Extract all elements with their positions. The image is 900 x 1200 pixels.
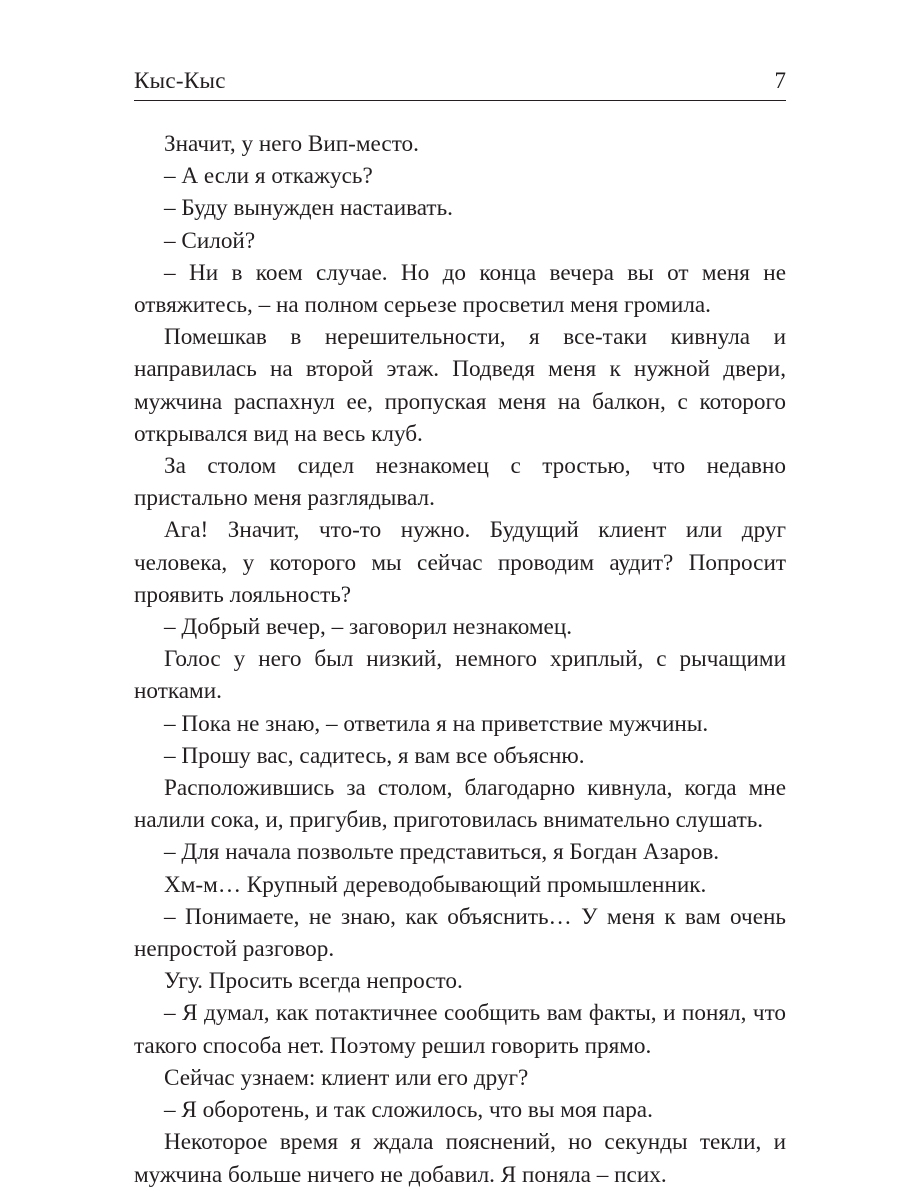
paragraph: Ага! Значит, что-то нужно. Будущий клиент или друг человека, у которого мы сейчас проводим аудит? Попросит проявить лояльность? <box>134 517 786 608</box>
page-number: 7 <box>774 68 786 93</box>
paragraph: – Добрый вечер, – заговорил незнакомец. <box>164 614 573 641</box>
paragraph: – Я думал, как потактичнее сообщить вам факты, и понял, что такого способа нет. Поэтому решил говорить прямо. <box>134 1000 786 1059</box>
paragraph: Значит, у него Вип-место. <box>164 131 419 157</box>
paragraph: Расположившись за столом, благодарно кивнула, когда мне налили сока, и, пригубив, приготовилась внимательно слушать. <box>134 775 786 834</box>
text-body <box>134 128 786 1191</box>
paragraph: – А если я откажусь? <box>164 163 373 190</box>
paragraph: Сейчас узнаем: клиент или его друг? <box>164 1064 529 1091</box>
paragraph: – Для начала позвольте представиться, я Богдан Азаров. <box>164 839 720 866</box>
paragraph: Хм-м… Крупный дереводобывающий промышленник. <box>164 871 707 898</box>
paragraph: – Понимаете, не знаю, как объяснить… У меня к вам очень непростой разговор. <box>134 903 786 963</box>
paragraph: – Буду вынужден настаивать. <box>164 195 453 222</box>
running-head <box>134 66 786 101</box>
paragraph: – Ни в коем случае. Но до конца вечера вы от меня не отвяжитесь, – на полном серьезе просветил меня громила. <box>134 259 786 319</box>
paragraph: – Прошу вас, садитесь, я вам все объясню. <box>164 742 585 769</box>
paragraph: – Пока не знаю, – ответила я на приветствие мужчины. <box>164 710 709 737</box>
paragraph: – Я оборотень, и так сложилось, что вы моя пара. <box>164 1097 653 1124</box>
paragraph: За столом сидел незнакомец с тростью, что недавно пристально меня разглядывал. <box>134 453 786 512</box>
book-title: Кыс-Кыс <box>134 68 226 93</box>
paragraph: Помешкав в нерешительности, я все-таки кивнула и направилась на второй этаж. Подведя меня к нужной двери, мужчина распахнул ее, пропуская меня на балкон, с которого открывался вид на весь клуб. <box>134 324 786 447</box>
paragraph: – Силой? <box>164 227 256 254</box>
paragraph: Угу. Просить всегда непросто. <box>164 968 463 995</box>
paragraph: Голос у него был низкий, немного хриплый, с рычащими нотками. <box>134 646 786 705</box>
paragraph: Некоторое время я ждала пояснений, но секунды текли, и мужчина больше ничего не добавил. Я поняла – псих. <box>134 1129 786 1188</box>
